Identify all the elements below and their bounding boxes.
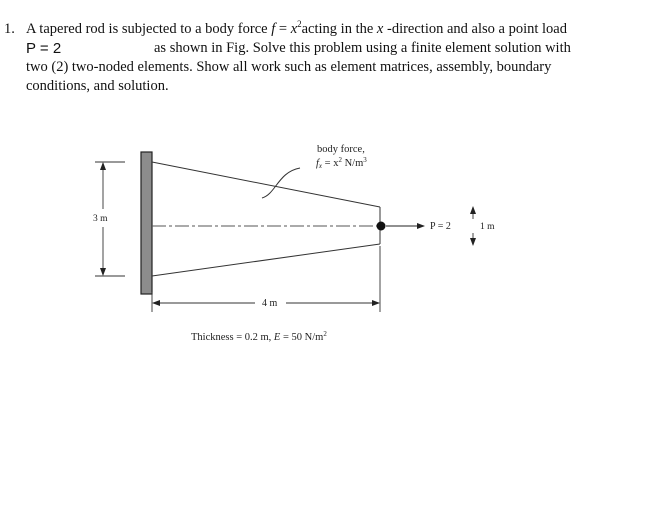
point-load-value: P = 2 [26,40,62,57]
point-load-label: P = 2 [430,221,451,232]
problem-line-2: P = 2 as shown in Fig. Solve this problem using a finite element solution with [26,40,571,57]
properties-caption: Thickness = 0.2 m, E = 50 $N/m^2$ [191,330,327,343]
fixed-wall [141,152,152,294]
end-node [377,222,386,231]
body-force-equation: fx = $x^2$ $N/m^3$ [316,156,367,170]
problem-line-3: two (2) two-noded elements. Show all work such as element matrices, assembly, boundary [26,59,552,75]
body-force-leader [262,168,300,198]
body-force-label: body force, [317,144,365,155]
problem-number: 1. [4,21,15,37]
length-label: 4 m [262,298,278,309]
left-height-label: 3 m [93,214,108,224]
rod-bottom-edge [152,244,380,276]
problem-line-1: A tapered rod is subjected to a body force $f = x^2acting$ in the x -direction and also a point load [26,19,567,37]
right-height-label: 1 m [480,222,495,232]
problem-line-4: conditions, and solution. [26,78,169,94]
